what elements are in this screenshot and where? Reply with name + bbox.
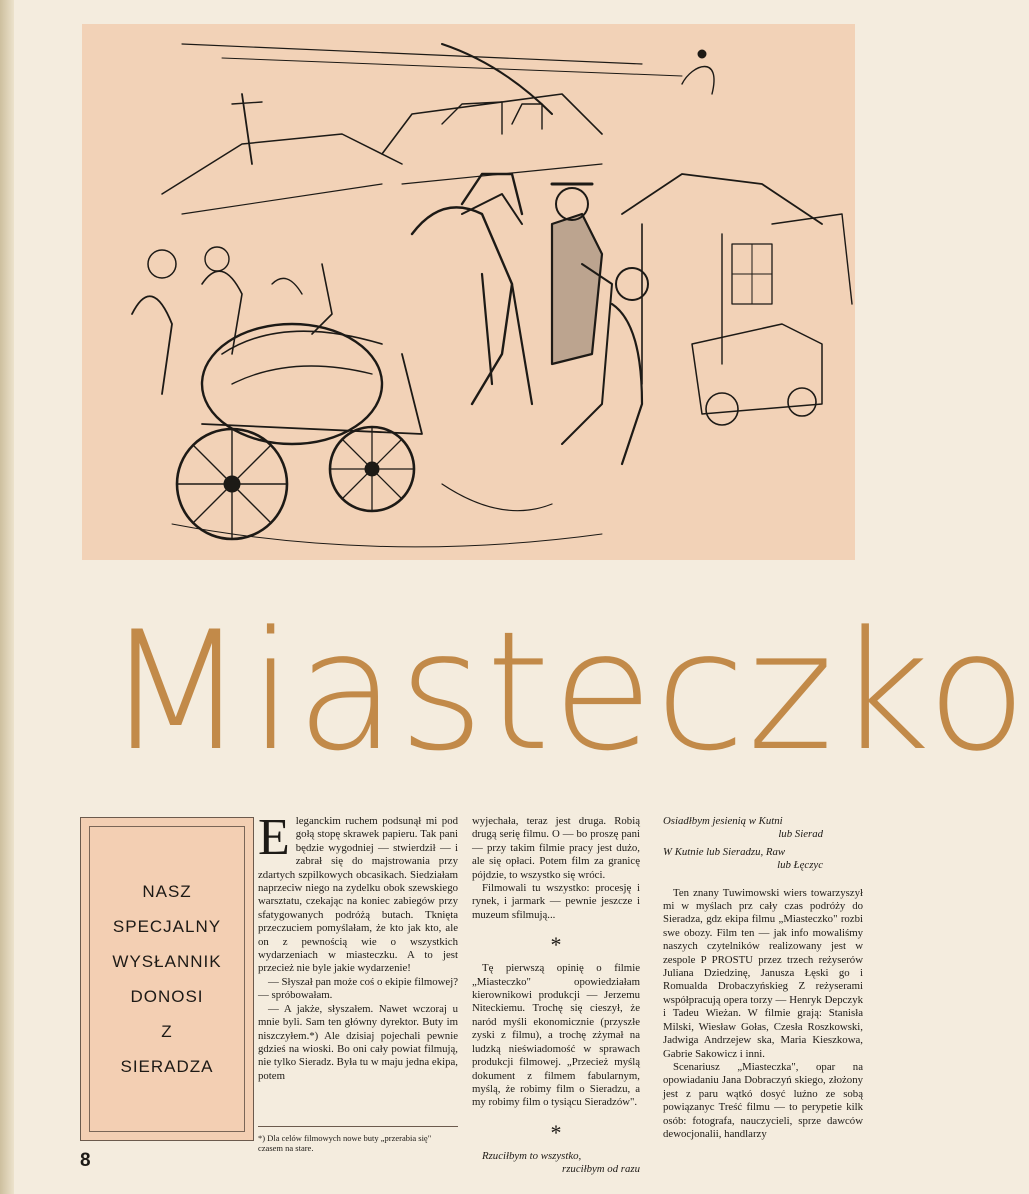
sidebar-line: DONOSI bbox=[130, 987, 204, 1006]
verse-line: rzuciłbym od razu bbox=[562, 1163, 640, 1176]
sidebar-line: NASZ bbox=[142, 882, 192, 901]
drop-cap: E bbox=[258, 809, 290, 866]
paragraph: leganckim ruchem podsunął mi pod gołą stopę skrawek papieru. Tak pani będzie wygodniej — stwierdził — i zabrał się do majstrowania przy zdartych szpilkowych obcasikach. Siedziałam naprzeciw niego na zydelku obok szewskiego warsztatu, czekając na koniec zabiegów przy sfatygowanych podróżą butach. Tknięta przeczuciem pomyślałam, że kto jak kto, ale on z pewnością wie o wszystkich wydarzeniach w miasteczku. A to jest przecież nie byle jakie wydarzenie! bbox=[258, 815, 458, 975]
article-column-3 bbox=[663, 815, 863, 1141]
paragraph: — A jakże, słyszałem. Nawet wczoraj u mnie byli. Sam ten główny dyrektor. Buty im niszczyłem.*) Ale dzisiaj pojechali pewnie gdzieś na wioski. Bo oni cały powiat filmują, nie tylko Sieradz. Była tu w maju jedna ekipa, potem bbox=[258, 1002, 458, 1082]
verse-line: W Kutnie lub Sieradzu, Raw bbox=[663, 845, 786, 858]
page-spine bbox=[0, 0, 14, 1194]
article-title: Miasteczko bbox=[105, 596, 1029, 787]
paragraph: Scenariusz „Miasteczka", opar na opowiadaniu Jana Dobraczyń skiego, złożony jest z paru wątkó dosyć luźno ze sobą powiązanyc Treść filmu — to perypetie kilk osób: fotografa, nauczycieli, sprze dawców dewocjonalii, handlarzy bbox=[663, 1060, 863, 1140]
section-separator-star: * bbox=[550, 932, 562, 958]
paragraph: Filmowali tu wszystko: procesję i rynek, i jarmark — pewnie jeszcze i muzeum sfilmują... bbox=[472, 882, 640, 921]
verse-line: Osiadłbym jesienią w Kutni bbox=[663, 815, 783, 827]
sidebar-line: SPECJALNY bbox=[112, 917, 222, 936]
verse-line: lub Sierad bbox=[778, 828, 823, 841]
page-number: 8 bbox=[80, 1150, 91, 1171]
sidebar-line: SIERADZA bbox=[120, 1057, 214, 1076]
article-column-2 bbox=[472, 815, 640, 1177]
sidebar-box bbox=[80, 817, 254, 1141]
ink-sketch bbox=[82, 24, 855, 560]
street-sketch-illustration bbox=[82, 24, 855, 560]
sidebar-line: Z bbox=[161, 1022, 173, 1041]
sidebar-inner-frame bbox=[89, 826, 245, 1132]
section-separator-star: * bbox=[550, 1119, 562, 1145]
paragraph: wyjechała, teraz jest druga. Robią drugą serię filmu. O — bo proszę pani — przy takim filmie pracy jest dużo, ale się opłaci. Potem film za granicę pójdzie, to wszystko się wróci. bbox=[472, 815, 640, 881]
paragraph: Ten znany Tuwimowski wiers towarzyszył mi w myślach prz cały czas podróży do Sieradza, gdz ekipa filmu „Miasteczko" rozbi swe obozy. Film ten — jak info mowaliśmy naszych czytelników realizowany jest w zespole P PROSTU przez trzech reżyserów Juliana Dziedzinę, Janusza Łęski go i Romualda Drobaczyńskieg Z reżyserami współpracują opera torzy — Henryk Depczyk i Tadeu Wieżan. W filmie grają: Stanisła Milski, Wiesław Gołas, Czesła Roszkowski, Jadwiga Andrzejew ska, Maria Kieszkowa, Gabrie Sakowicz i inni. bbox=[663, 886, 863, 1060]
article-column-1 bbox=[258, 809, 458, 1083]
sidebar-line: WYSŁANNIK bbox=[112, 952, 222, 971]
paragraph: — Słyszał pan może coś o ekipie filmowej? — spróbowałam. bbox=[258, 975, 458, 1002]
paragraph: Tę pierwszą opinię o filmie „Miasteczko" opowiedziałam kierownikowi produkcji — Jerzemu Niteckiemu. Trochę się cieszył, że naród myśli ekonomicznie (przyszłe zyski z filmu), a trochę zżymał na ludzką nieświadomość w sprawach produkcji filmowej. „Przecież myślą dokument z filmem fabularnym, myślą, że robimy film o Sieradzu, a my robimy film o tysiącu Sieradzów". bbox=[472, 962, 640, 1109]
verse-line: Rzuciłbym to wszystko, bbox=[482, 1149, 582, 1162]
verse-line: lub Łęczyc bbox=[777, 859, 823, 872]
footnote: *) Dla celów filmowych nowe buty „przerabia się" czasem na stare. bbox=[258, 1126, 458, 1153]
